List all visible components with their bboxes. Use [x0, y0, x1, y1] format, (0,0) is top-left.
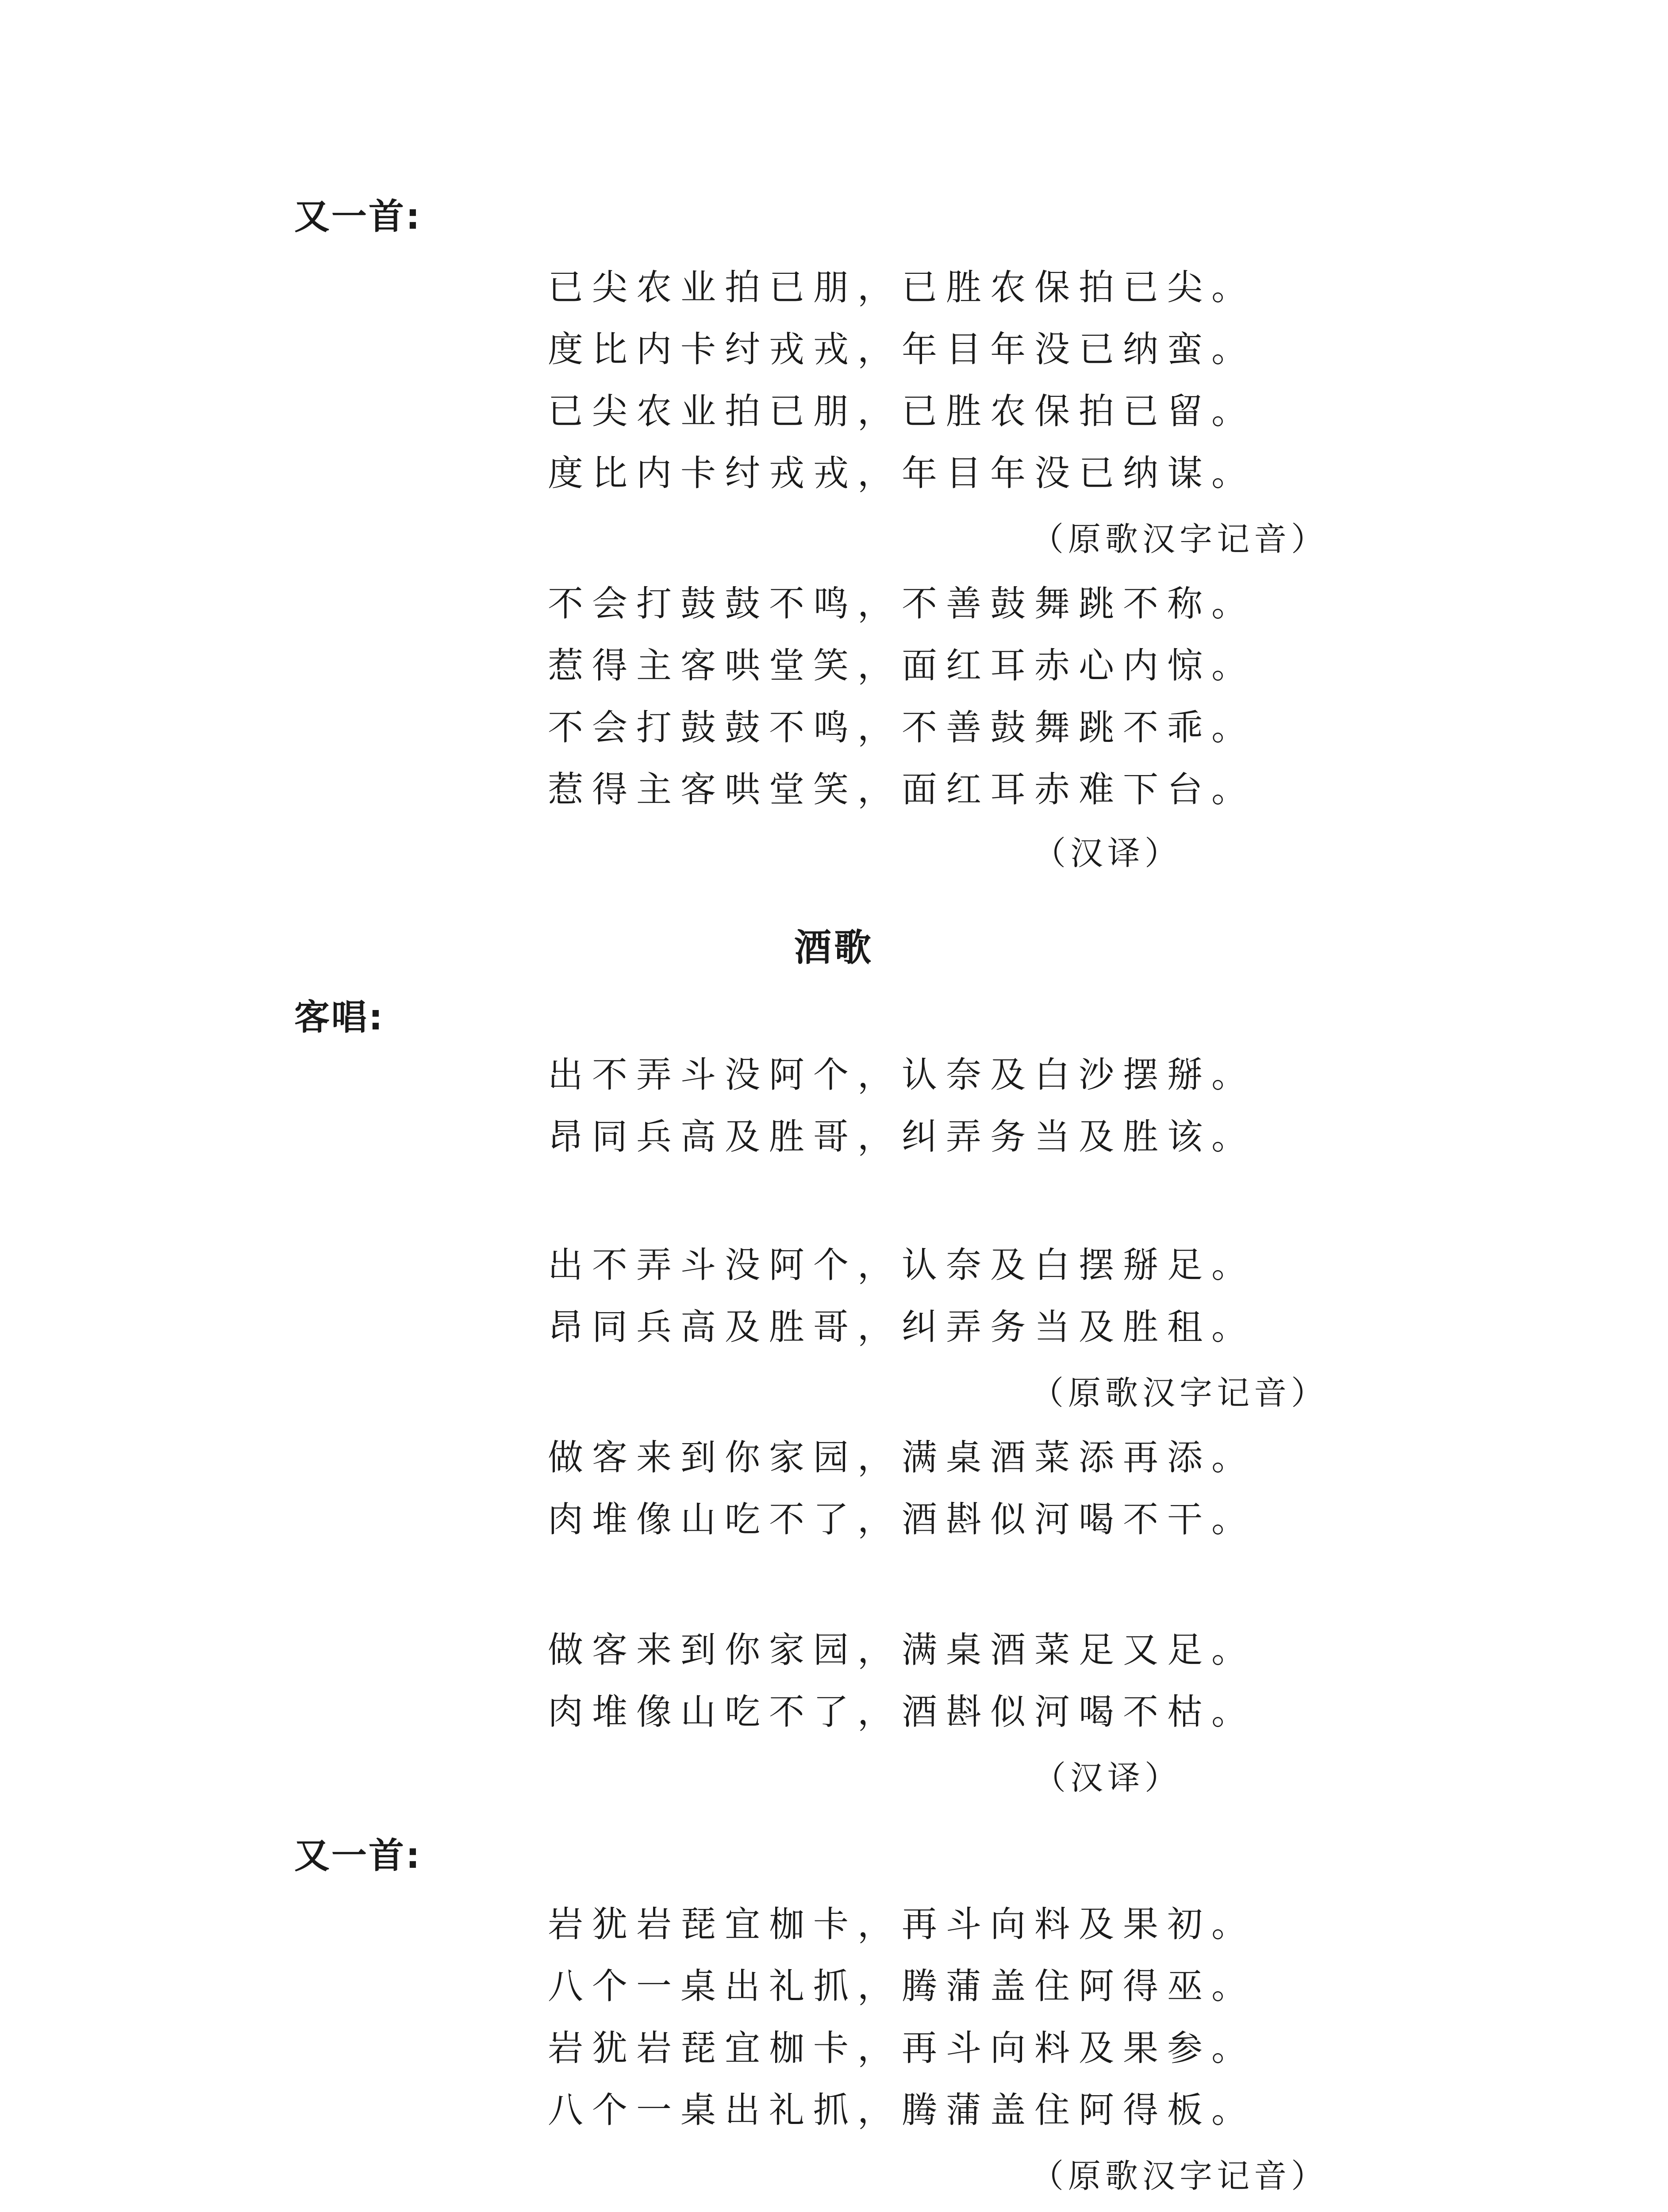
- verse-line: 八个一桌出礼抓，腾蒲盖住阿得板。: [548, 2089, 1256, 2131]
- verse-line: 岩犹岩琵宜枷卡，再斗向料及果参。: [548, 2028, 1256, 2069]
- translation-note: （汉译）: [1033, 1759, 1182, 1797]
- transcription-note: （原歌汉字记音）: [1031, 1374, 1328, 1412]
- transcription-note: （原歌汉字记音）: [1031, 520, 1328, 558]
- verse-line: 已尖农业拍已朋，已胜农保拍已留。: [548, 391, 1256, 432]
- verse-line: 昂同兵高及胜哥，纠弄务当及胜该。: [548, 1116, 1256, 1157]
- section-label: 又一首:: [294, 1835, 422, 1876]
- verse-line: 已尖农业拍已朋，已胜农保拍已尖。: [548, 267, 1256, 308]
- translation-line: 不会打鼓鼓不鸣，不善鼓舞跳不称。: [548, 583, 1256, 624]
- translation-line: 惹得主客哄堂笑，面红耳赤难下台。: [548, 769, 1256, 810]
- translation-line: 不会打鼓鼓不鸣，不善鼓舞跳不乖。: [548, 707, 1256, 748]
- verse-line: 度比内卡纣戎戎，年目年没已纳谋。: [548, 453, 1256, 494]
- guest-label: 客唱:: [294, 997, 384, 1038]
- verse-line: 度比内卡纣戎戎，年目年没已纳蛮。: [548, 329, 1256, 370]
- verse-line: 八个一桌出礼抓，腾蒲盖住阿得巫。: [548, 1966, 1256, 2007]
- song-title: 酒歌: [794, 926, 874, 969]
- section-label: 又一首:: [294, 196, 422, 237]
- translation-line: 做客来到你家园，满桌酒菜足又足。: [548, 1629, 1256, 1671]
- translation-line: 惹得主客哄堂笑，面红耳赤心内惊。: [548, 645, 1256, 686]
- translation-line: 肉堆像山吃不了，酒斟似河喝不干。: [548, 1499, 1256, 1540]
- verse-line: 岩犹岩琵宜枷卡，再斗向料及果初。: [548, 1904, 1256, 1945]
- translation-note: （汉译）: [1033, 834, 1182, 872]
- transcription-note: （原歌汉字记音）: [1031, 2157, 1328, 2195]
- translation-line: 肉堆像山吃不了，酒斟似河喝不枯。: [548, 1691, 1256, 1732]
- verse-line: 昂同兵高及胜哥，纠弄务当及胜租。: [548, 1306, 1256, 1348]
- translation-line: 做客来到你家园，满桌酒菜添再添。: [548, 1437, 1256, 1478]
- verse-line: 出不弄斗没阿个，认奈及白摆掰足。: [548, 1244, 1256, 1286]
- verse-line: 出不弄斗没阿个，认奈及白沙摆掰。: [548, 1054, 1256, 1095]
